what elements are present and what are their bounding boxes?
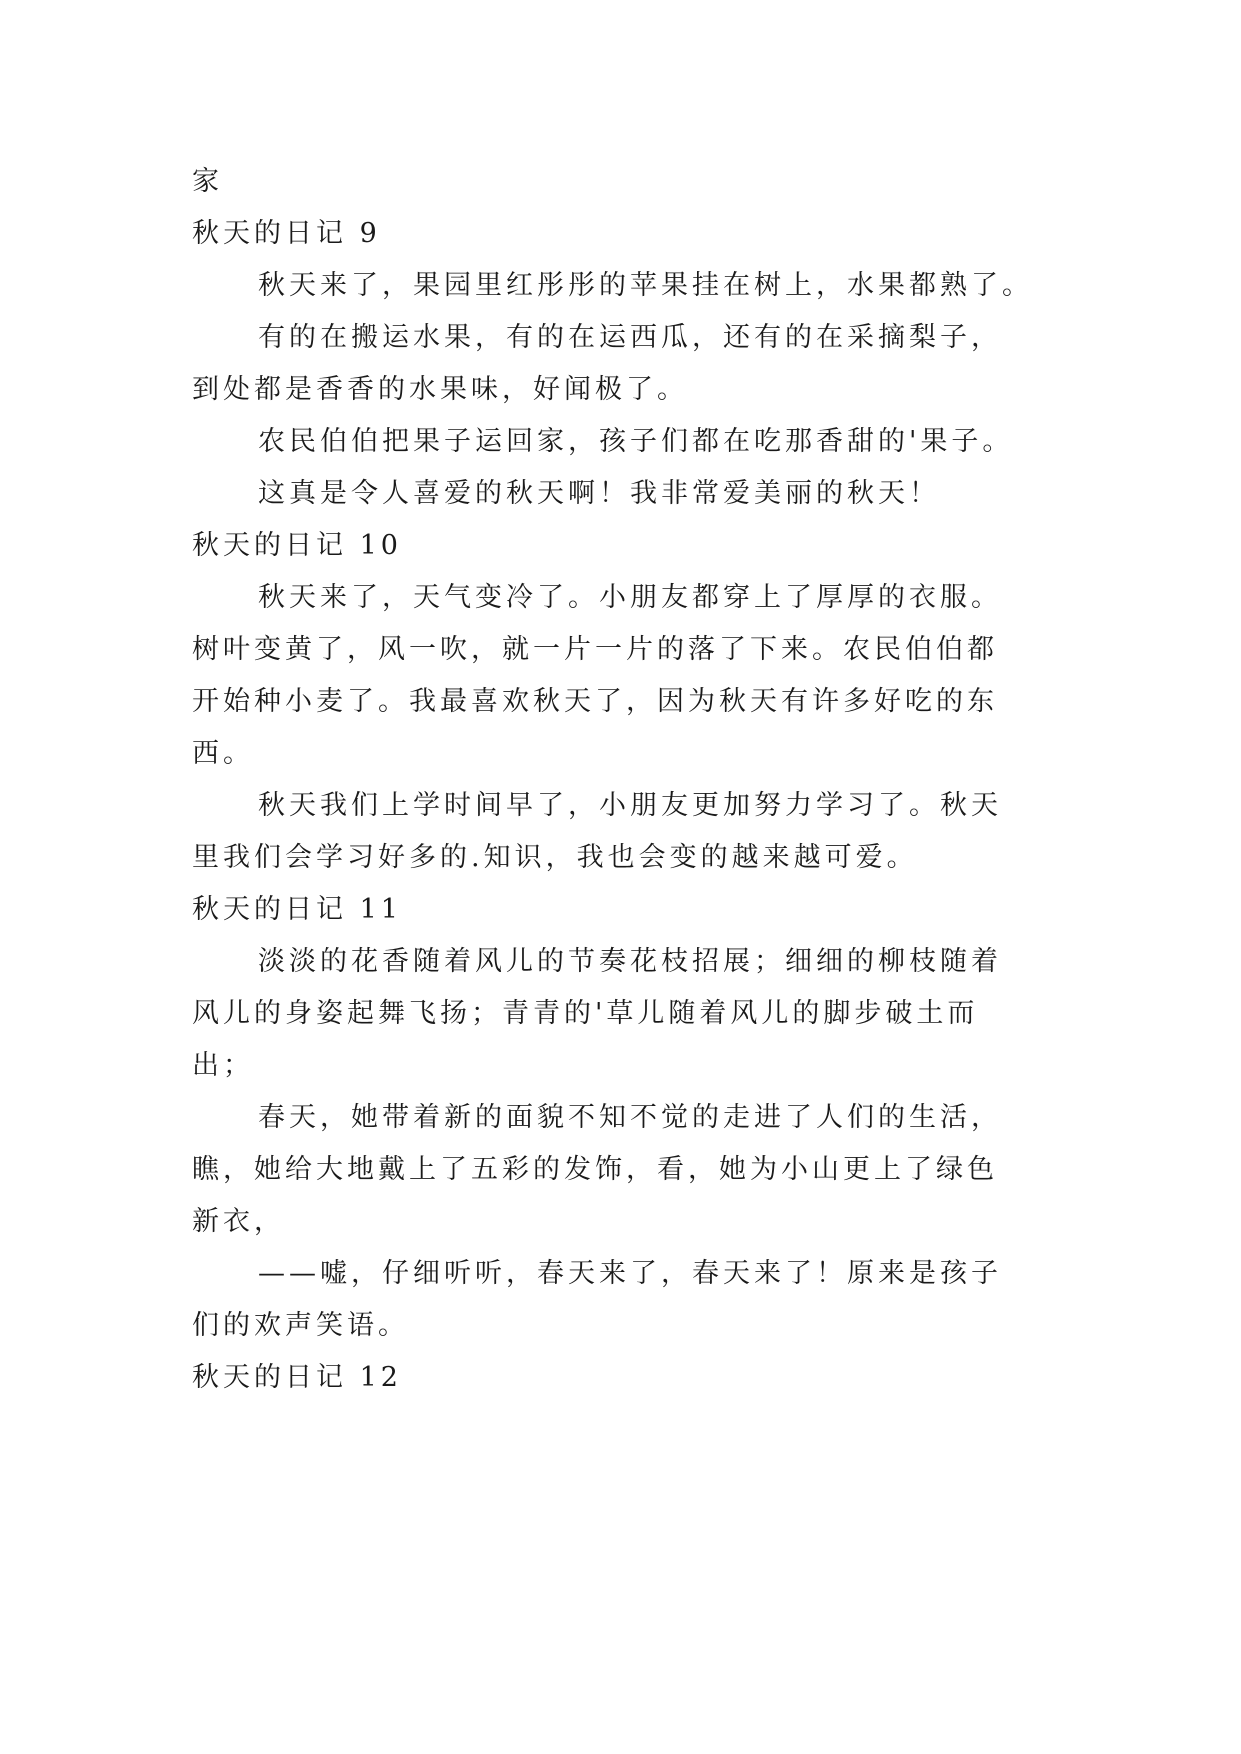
paragraph-line: 秋天来了，天气变冷了。小朋友都穿上了厚厚的衣服。 xyxy=(258,582,1002,613)
diary-heading: 秋天的日记 10 xyxy=(192,530,402,561)
text-line: 家 xyxy=(192,166,223,197)
paragraph-line: 新衣， xyxy=(192,1206,285,1237)
paragraph-line: 秋天我们上学时间早了，小朋友更加努力学习了。秋天 xyxy=(258,790,1002,821)
paragraph-line: 秋天来了，果园里红彤彤的苹果挂在树上，水果都熟了。 xyxy=(258,270,1033,301)
paragraph-line: 风儿的身姿起舞飞扬；青青的'草儿随着风儿的脚步破土而 xyxy=(192,998,979,1029)
diary-heading: 秋天的日记 9 xyxy=(192,218,381,249)
paragraph-line: 到处都是香香的水果味，好闻极了。 xyxy=(192,374,688,405)
paragraph-line: 农民伯伯把果子运回家，孩子们都在吃那香甜的'果子。 xyxy=(258,426,1014,457)
paragraph-line: 开始种小麦了。我最喜欢秋天了，因为秋天有许多好吃的东 xyxy=(192,686,998,717)
paragraph-line: 有的在搬运水果，有的在运西瓜，还有的在采摘梨子， xyxy=(258,322,1002,353)
paragraph-line: 出； xyxy=(192,1050,254,1081)
paragraph-line: 西。 xyxy=(192,738,254,769)
paragraph-line: ——嘘，仔细听听，春天来了，春天来了！原来是孩子 xyxy=(258,1258,1002,1289)
paragraph-line: 们的欢声笑语。 xyxy=(192,1310,409,1341)
diary-heading: 秋天的日记 12 xyxy=(192,1362,402,1393)
paragraph-line: 淡淡的花香随着风儿的节奏花枝招展；细细的柳枝随着 xyxy=(258,946,1002,977)
paragraph-line: 树叶变黄了，风一吹，就一片一片的落了下来。农民伯伯都 xyxy=(192,634,998,665)
paragraph-line: 里我们会学习好多的.知识，我也会变的越来越可爱。 xyxy=(192,842,918,873)
paragraph-line: 这真是令人喜爱的秋天啊！我非常爱美丽的秋天！ xyxy=(258,478,940,509)
paragraph-line: 瞧，她给大地戴上了五彩的发饰，看，她为小山更上了绿色 xyxy=(192,1154,998,1185)
paragraph-line: 春天，她带着新的面貌不知不觉的走进了人们的生活， xyxy=(258,1102,1002,1133)
diary-heading: 秋天的日记 11 xyxy=(192,894,402,925)
